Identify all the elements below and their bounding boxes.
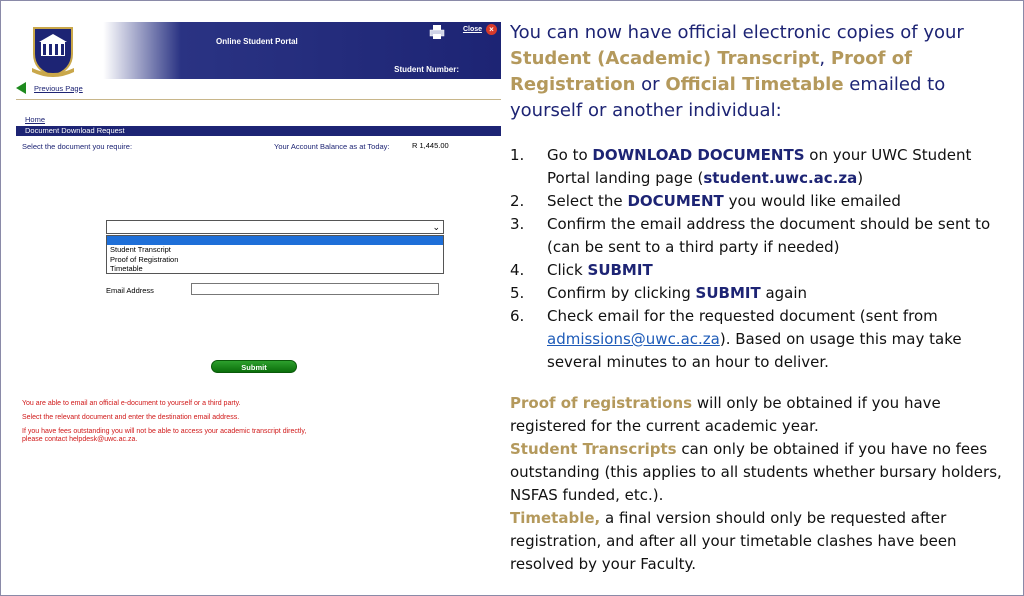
step-number: 6.	[510, 307, 525, 325]
step-text: Confirm by clicking SUBMIT again	[547, 284, 808, 302]
info-panel	[510, 20, 1015, 576]
condition-proof: Proof of registrations will only be obtained if you have registered for the current academic year.	[510, 394, 941, 435]
balance-label: Your Account Balance as at Today:	[274, 142, 390, 151]
document-options[interactable]	[106, 235, 444, 274]
condition-transcripts: Student Transcripts can only be obtained if you have no fees outstanding (this applies to all students whether bursary holders, NSFAS funded, etc.).	[510, 440, 1002, 504]
chevron-down-icon[interactable]: ⌄	[432, 222, 440, 232]
option-timetable[interactable]: Timetable	[110, 264, 143, 273]
student-number-label: Student Number:	[394, 65, 459, 74]
intro-part: emailed to yourself or another individual:	[510, 74, 946, 121]
option-proof-of-registration[interactable]: Proof of Registration	[110, 254, 179, 264]
previous-page-link[interactable]: Previous Page	[34, 83, 83, 93]
step-item	[510, 213, 1015, 259]
section-bar: Document Download Request	[16, 126, 501, 136]
divider	[16, 99, 501, 100]
select-prompt: Select the document you require:	[22, 142, 133, 151]
option-student-transcript[interactable]: Student Transcript	[110, 245, 171, 254]
intro-part: ,	[819, 48, 826, 69]
steps-list	[510, 144, 1015, 374]
close-label[interactable]: Close	[462, 26, 482, 33]
uwc-crest-icon	[28, 24, 78, 78]
email-label: Email Address	[106, 286, 154, 295]
doc-transcript: Student (Academic) Transcript	[510, 48, 820, 69]
step-item	[510, 259, 1015, 282]
submit-button[interactable]: Submit	[211, 360, 297, 373]
printer-icon[interactable]	[429, 25, 445, 39]
document-select[interactable]	[106, 220, 444, 234]
admissions-email-link[interactable]: admissions@uwc.ac.za	[547, 330, 720, 348]
step-text: Confirm the email address the document should be sent to (can be sent to a third party if needed)	[547, 215, 991, 256]
step-text: Check email for the requested document (sent from admissions@uwc.ac.za). Based on usage this may take several minutes to an hour to deliver.	[547, 307, 962, 371]
doc-proof: Proof of Registration	[510, 48, 912, 95]
highlighted-option[interactable]	[107, 236, 443, 245]
step-number: 2.	[510, 192, 525, 210]
portal-screenshot	[16, 22, 501, 462]
step-text: Click SUBMIT	[547, 261, 653, 279]
step-number: 1.	[510, 146, 525, 164]
home-link[interactable]: Home	[25, 115, 46, 124]
note-line: You are able to email an official e-document to yourself or a third party.	[22, 400, 241, 407]
condition-timetable: Timetable, a final version should only be requested after registration, and after all your timetable clashes have been resolved by your Faculty.	[510, 509, 957, 573]
intro-text	[510, 20, 1015, 124]
step-number: 3.	[510, 215, 525, 233]
close-button[interactable]	[461, 24, 497, 35]
previous-page-row[interactable]	[16, 82, 83, 94]
intro-part: You can now have official electronic copies of your	[510, 22, 964, 43]
step-text: Go to DOWNLOAD DOCUMENTS on your UWC Student Portal landing page (student.uwc.ac.za)	[547, 146, 972, 187]
note-line: Select the relevant document and enter the destination email address.	[22, 414, 240, 421]
note-line: If you have fees outstanding you will not be able to access your academic transcript directly,	[22, 428, 307, 435]
close-icon[interactable]: ×	[486, 24, 497, 35]
step-item	[510, 282, 1015, 305]
email-field[interactable]	[191, 283, 439, 295]
conditions	[510, 392, 1015, 576]
step-text: Select the DOCUMENT you would like emailed	[547, 192, 901, 210]
step-number: 4.	[510, 261, 525, 279]
step-item	[510, 190, 1015, 213]
intro-part: or	[641, 74, 660, 95]
step-item	[510, 305, 1015, 374]
portal-banner	[16, 22, 501, 79]
back-arrow-icon[interactable]	[16, 82, 26, 94]
portal-notes	[22, 400, 306, 444]
portal-title: Online Student Portal	[216, 37, 298, 46]
step-number: 5.	[510, 284, 525, 302]
balance-value: R 1,445.00	[412, 141, 449, 150]
step-item	[510, 144, 1015, 190]
doc-timetable: Official Timetable	[665, 74, 844, 95]
note-line: please contact helpdesk@uwc.ac.za.	[22, 436, 138, 443]
